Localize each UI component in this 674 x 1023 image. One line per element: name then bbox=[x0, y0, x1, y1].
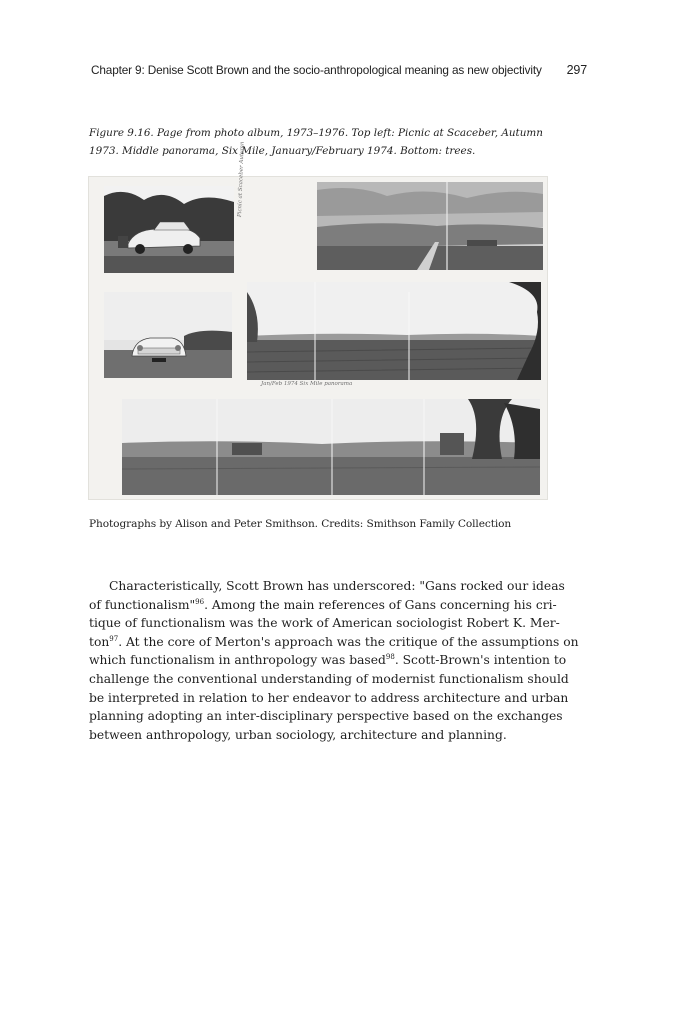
text-line: challenge the conventional understanding of modernist functionalism should bbox=[89, 671, 569, 686]
caption-line: Figure 9.16. Page from photo album, 1973–1976. Top left: Picnic at Scaceber, Autumn bbox=[89, 127, 543, 139]
caption-line: 1973. Middle panorama, Six Mile, January/February 1974. Bottom: trees. bbox=[89, 145, 476, 157]
text-line: ton$^{97}$. At the core of Merton's approach was the critique of the assumptions on bbox=[89, 634, 579, 649]
photo-trees bbox=[122, 399, 540, 495]
photo-picnic-car bbox=[104, 186, 234, 273]
text-line: Characteristically, Scott Brown has underscored: "Gans rocked our ideas bbox=[109, 579, 565, 593]
text-line: planning adopting an inter-disciplinary perspective based on the exchanges bbox=[89, 709, 563, 724]
text-line: between anthropology, urban sociology, architecture and planning. bbox=[89, 727, 507, 742]
handwritten-note: Jan/Feb 1974 Six Mile panorama bbox=[261, 381, 353, 387]
photo-six-mile-panorama bbox=[247, 282, 541, 380]
page-number: 297 bbox=[566, 63, 587, 77]
text-line: be interpreted in relation to her endeavor to address architecture and urban bbox=[89, 690, 569, 705]
photo-credit: Photographs by Alison and Peter Smithson. Credits: Smithson Family Collection bbox=[89, 518, 512, 530]
text-line: of functionalism"$^{96}$. Among the main references of Gans concerning his cri- bbox=[89, 597, 557, 612]
footnote-ref[interactable]: 98 bbox=[385, 653, 395, 662]
photo-hills-landscape bbox=[317, 182, 543, 270]
running-header bbox=[91, 63, 587, 77]
handwritten-note: Picnic at Scaceber Autumn bbox=[237, 141, 246, 218]
text-line: which functionalism in anthropology was based$^{98}$. Scott-Brown's intention to bbox=[89, 653, 567, 668]
footnote-ref[interactable]: 97 bbox=[109, 634, 119, 643]
text-line: tique of functionalism was the work of American sociologist Robert K. Mer- bbox=[89, 616, 560, 631]
figure-caption bbox=[89, 124, 559, 160]
footnote-ref[interactable]: 96 bbox=[195, 597, 205, 606]
body-paragraph bbox=[89, 577, 579, 744]
photo-car-front bbox=[104, 292, 232, 378]
chapter-title: Chapter 9: Denise Scott Brown and the socio-anthropological meaning as new objectivity bbox=[91, 63, 542, 77]
